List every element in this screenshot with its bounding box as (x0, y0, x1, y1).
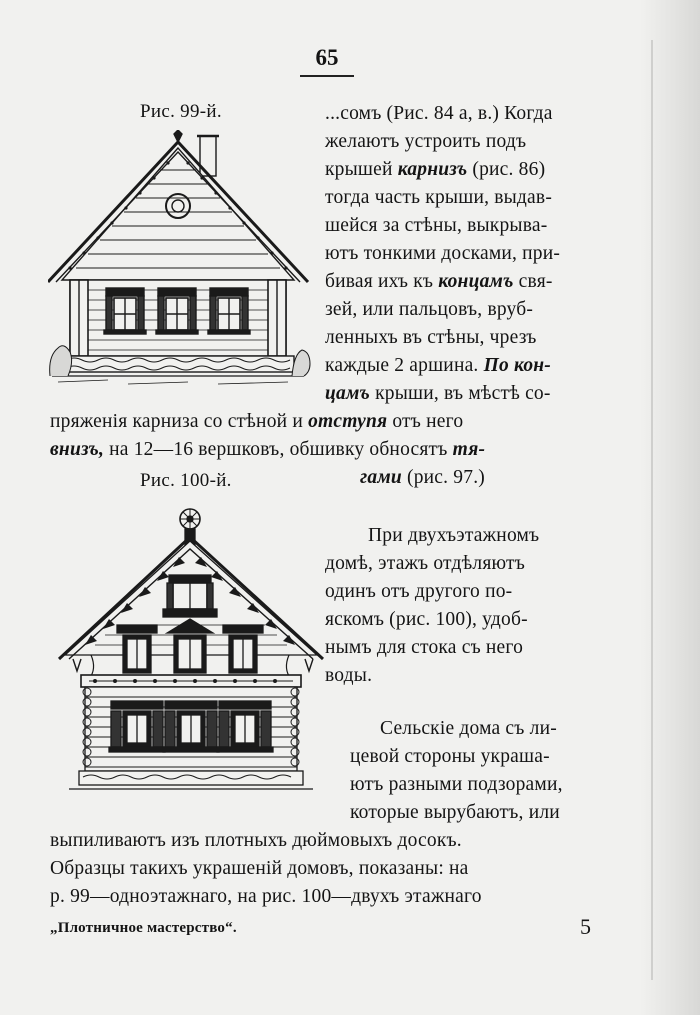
signature-mark: 5 (580, 914, 591, 939)
text-line (325, 296, 610, 324)
italic-term: концамъ (438, 271, 514, 292)
text-run: которые вырубаютъ, или (350, 802, 560, 823)
text-run: ...сомъ (Рис. 84 а, в.) Когда (325, 103, 553, 124)
text-run: шейся за стѣны, выкрыва- (325, 215, 548, 236)
text-run: крышей (325, 159, 398, 180)
figure-100-caption: Рис. 100-й. (140, 470, 232, 491)
text-run: желаютъ устроить подъ (325, 131, 527, 152)
text-run: яскомъ (рис. 100), удоб- (325, 609, 528, 630)
italic-term: гами (360, 467, 402, 488)
text-run: крыши, въ мѣстѣ со- (370, 383, 551, 404)
text-run: тогда часть крыши, выдав- (325, 187, 553, 208)
text-line (325, 380, 610, 408)
text-line (325, 578, 610, 606)
page-edge-shadow (640, 0, 700, 1015)
house-two-storey-icon (55, 505, 330, 800)
text-run: нымъ для стока съ него (325, 637, 524, 658)
text-line (350, 799, 610, 827)
text-line (325, 100, 610, 128)
text-run: домѣ, этажъ отдѣляютъ (325, 553, 526, 574)
text-line (325, 634, 610, 662)
page-number-rule (300, 75, 354, 77)
text-run: р. 99—одноэтажнаго, на рис. 100—двухъ этажнаго (50, 886, 482, 907)
text-line (325, 156, 610, 184)
italic-term: По кон- (483, 355, 551, 376)
text-line (380, 715, 610, 743)
text-run: одинъ отъ другого по- (325, 581, 513, 602)
text-run: Сельскіе дома съ ли- (380, 718, 557, 739)
italic-term: тя- (452, 439, 486, 460)
text-line (325, 662, 610, 690)
text-line (50, 883, 610, 911)
text-line (360, 464, 520, 492)
italic-term: цамъ (325, 383, 371, 404)
text-run: ютъ разными подзорами, (350, 774, 563, 795)
text-run: (рис. 86) (467, 159, 546, 180)
text-run: (рис. 97.) (401, 467, 485, 488)
page-number: 65 (315, 45, 339, 70)
text-run: пряженія карниза со стѣной и (50, 411, 309, 432)
book-title-footer: „Плотничное мастерство“. (50, 920, 237, 936)
text-run: зей, или пальцовъ, вруб- (325, 299, 534, 320)
italic-term: отступя (308, 411, 388, 432)
text-run: на 12—16 вершковъ, обшивку обносятъ (104, 439, 453, 460)
text-run: ленныхъ въ стѣны, чрезъ (325, 327, 537, 348)
text-line (325, 324, 610, 352)
house-one-storey-icon (48, 130, 313, 390)
text-line (368, 522, 610, 550)
text-run: воды. (325, 665, 373, 686)
text-run: ютъ тонкими досками, при- (325, 243, 561, 264)
text-line (325, 212, 610, 240)
text-line (350, 743, 610, 771)
text-line (325, 606, 610, 634)
page-fold-line (651, 40, 653, 980)
text-run: каждые 2 аршина. (325, 355, 484, 376)
text-line (50, 436, 610, 464)
italic-term: внизъ, (50, 439, 105, 460)
text-line (350, 771, 610, 799)
text-run: цевой стороны украша- (350, 746, 550, 767)
text-line (325, 352, 610, 380)
text-run: Образцы такихъ украшеній домовъ, показаны: на (50, 858, 469, 879)
text-run: выпиливаютъ изъ плотныхъ дюймовыхъ досокъ. (50, 830, 462, 851)
text-line (325, 550, 610, 578)
text-line (325, 184, 610, 212)
text-line (325, 268, 610, 296)
text-run: свя- (513, 271, 553, 292)
text-line (50, 408, 610, 436)
figure-99-caption: Рис. 99-й. (140, 101, 222, 122)
text-run: отъ него (387, 411, 464, 432)
italic-term: карнизъ (397, 159, 468, 180)
text-line (50, 855, 610, 883)
text-run: При двухъэтажномъ (368, 525, 540, 546)
text-line (325, 240, 610, 268)
text-run: бивая ихъ къ (325, 271, 439, 292)
text-line (50, 827, 610, 855)
text-line (325, 128, 610, 156)
